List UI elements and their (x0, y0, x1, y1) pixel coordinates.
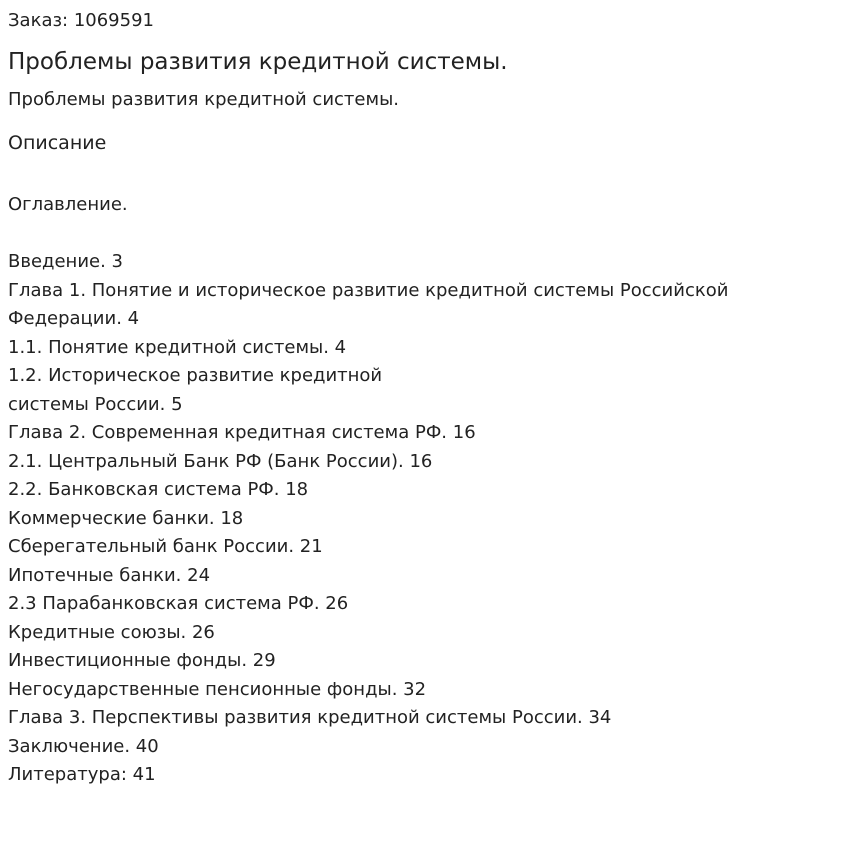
toc-item: Негосударственные пенсионные фонды. 32 (8, 678, 427, 700)
toc-item: Заключение. 40 (8, 735, 159, 757)
toc-item: Кредитные союзы. 26 (8, 621, 215, 643)
toc-item: 1.2. Историческое развитие кредитной системы России. 5 (8, 365, 383, 415)
description-heading: Описание (8, 132, 107, 154)
table-of-contents (8, 248, 728, 790)
toc-item: Коммерческие банки. 18 (8, 507, 244, 529)
toc-item: Глава 3. Перспективы развития кредитной системы России. 34 (8, 707, 612, 728)
toc-item: 2.1. Центральный Банк РФ (Банк России). 16 (8, 450, 433, 472)
toc-item: Сберегательный банк России. 21 (8, 536, 323, 557)
toc-item: Глава 1. Понятие и историческое развитие кредитной системы Российской Федерации. 4 (8, 279, 729, 329)
toc-item: 2.3 Парабанковская система РФ. 26 (8, 593, 349, 614)
order-number: Заказ: 1069591 (8, 10, 154, 31)
toc-item: 2.2. Банковская система РФ. 18 (8, 479, 309, 500)
toc-item: Введение. 3 (8, 251, 123, 272)
page-subtitle: Проблемы развития кредитной системы. (8, 89, 399, 110)
toc-heading: Оглавление. (8, 194, 128, 215)
toc-item: Глава 2. Современная кредитная система РФ. 16 (8, 422, 476, 443)
toc-item: 1.1. Понятие кредитной системы. 4 (8, 336, 347, 358)
page-title: Проблемы развития кредитной системы. (8, 49, 508, 75)
toc-item: Инвестиционные фонды. 29 (8, 650, 276, 671)
toc-item: Ипотечные банки. 24 (8, 564, 211, 586)
toc-item: Литература: 41 (8, 764, 156, 785)
